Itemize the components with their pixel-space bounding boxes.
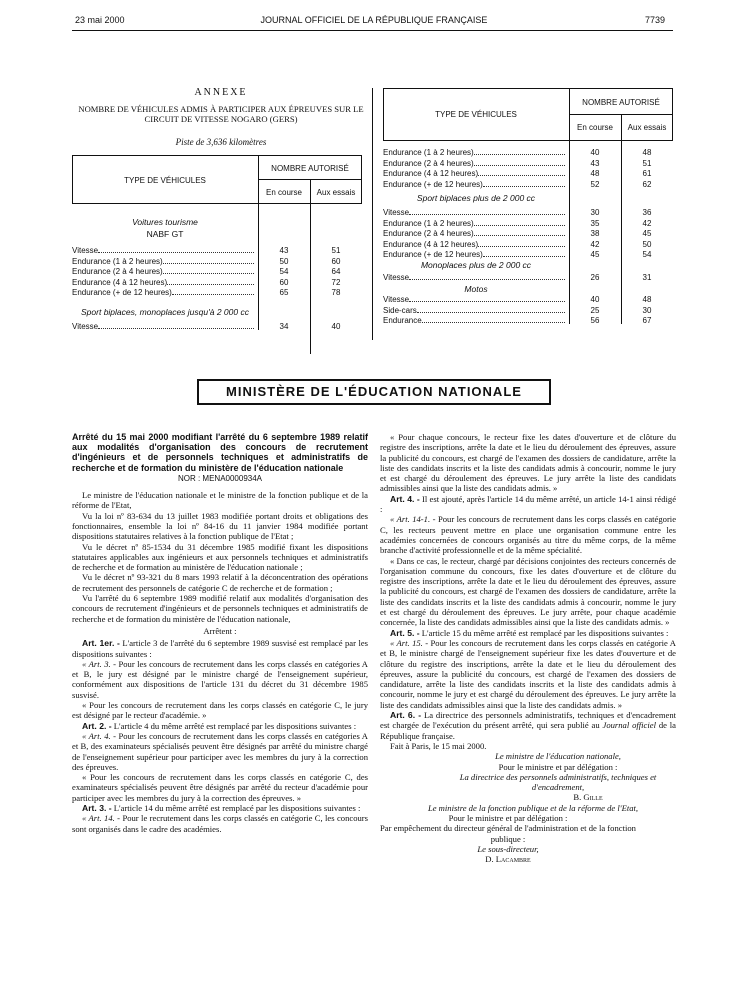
signature-title: Le sous-directeur, <box>477 843 539 854</box>
article-4: Art. 4. - Il est ajouté, après l'article 14 du même arrêté, un article 14-1 ainsi rédigé : <box>380 493 677 515</box>
header-page-number: 7739 <box>645 15 666 25</box>
vehicle-type-cell: Endurance (2 à 4 heures) <box>383 159 567 169</box>
column-divider <box>372 88 373 340</box>
annexe-subtitle: NOMBRE DE VÉHICULES ADMIS À PARTICIPER AUX ÉPREUVES SUR LE CIRCUIT DE VITESSE NOGARO (GERS) <box>78 104 364 124</box>
signature-name: D. Lacambre <box>485 854 531 865</box>
course-count-cell: 52 <box>590 179 600 189</box>
essais-count-cell: 48 <box>642 295 652 304</box>
essais-count-cell: 72 <box>331 277 341 287</box>
vehicle-type-cell: Endurance (4 à 12 heures) <box>383 240 567 250</box>
arrete-title: Arrêté du 15 mai 2000 modifiant l'arrêté du 6 septembre 1989 relatif aux modalités d'organisation des concours de recrutement d'ingénieurs et de personnels techniques et administratifs de recherche et de formation du ministère de l'éducation nationale <box>72 432 368 473</box>
header-rule <box>72 30 673 31</box>
course-count-cell: 65 <box>279 288 289 297</box>
course-count-cell: 43 <box>279 246 289 255</box>
essais-count-cell: 60 <box>331 256 341 266</box>
section-heading: Sport biplaces plus de 2 000 cc <box>416 193 536 203</box>
table-row <box>383 240 673 250</box>
essais-count-cell: 45 <box>642 229 652 238</box>
article-1-quote: « Pour les concours de recrutement dans les corps classés en catégorie C, le jury est désigné par le recteur d'académie. » <box>72 700 368 721</box>
section-heading: NABF GT <box>146 229 184 239</box>
signature-title: Le ministre de l'éducation nationale, <box>495 751 621 762</box>
section-heading: Monoplaces plus de 2 000 cc <box>420 260 532 270</box>
table-row <box>383 229 673 239</box>
article-5: Art. 5. - L'article 15 du même arrêté est remplacé par les dispositions suivantes : <box>390 627 669 638</box>
annexe-title: ANNEXE <box>194 87 248 98</box>
essais-count-cell: 78 <box>331 288 341 297</box>
vehicle-type-cell: Side-cars <box>383 306 567 316</box>
table-row <box>383 148 673 158</box>
table-row <box>72 257 362 267</box>
paragraph: Vu l'arrêté du 6 septembre 1989 modifié relatif aux modalités d'organisation des concours de recrutement d'ingénieurs et de personnels techniques et administratifs de recherche et de formation du ministère de l'éducation nationale, <box>72 593 368 624</box>
section-heading: Motos <box>464 284 488 294</box>
vehicle-type-cell: Endurance (+ de 12 heures) <box>383 180 567 190</box>
paragraph: Vu la loi nº 83-634 du 13 juillet 1983 modifiée portant droits et obligations des fonctionnaires, ensemble la loi nº 84-16 du 11 janvier 1984 modifiée portant dispositions statutaires relatives à la fonction publique de l'Etat ; <box>72 510 368 542</box>
table-row <box>383 250 673 260</box>
vehicle-type-cell: Endurance (1 à 2 heures) <box>383 148 567 158</box>
article-1-quote: « Art. 3. - Pour les concours de recrutement dans les corps classés en catégories A et B, le jury est désigné par le ministre chargé de l'enseignement supérieur, conformément aux dispositions de l'article 131 du décret du 31 décembre 1985 susvisé. <box>72 658 368 700</box>
vehicle-type-cell: Endurance (2 à 4 heures) <box>72 267 256 277</box>
vehicle-type-cell: Vitesse <box>383 208 567 218</box>
course-count-cell: 43 <box>590 158 600 168</box>
essais-count-cell: 48 <box>642 148 652 157</box>
essais-count-cell: 36 <box>642 208 652 217</box>
vehicle-type-cell: Vitesse <box>72 322 256 332</box>
col-type-header: TYPE DE VÉHICULES <box>124 176 206 185</box>
essais-count-cell: 31 <box>642 273 652 282</box>
col-course-header: En course <box>576 123 614 132</box>
signature-title: La directrice des personnels administratifs, techniques et d'encadrement, <box>459 771 657 793</box>
course-count-cell: 38 <box>590 229 600 238</box>
course-count-cell: 45 <box>590 250 600 259</box>
left-text-column <box>72 432 368 834</box>
col-type-header: TYPE DE VÉHICULES <box>435 110 517 119</box>
article-4-quote: « Dans ce cas, le recteur, chargé par décisions conjointes des recteurs concernés de l'organisation commune du concours, fixe les dates d'ouverture et de clôture du registre des inscriptions, arrête la date et le lieu du déroulement des épreuves, assure la publicité du concours, est chargé de l'examen des dossiers de candidature, arrête la liste des candidats inscrits et la liste des candidats admis à concourir, nomme le jury et est chargé du déroulement des épreuves. Le jury arrête, pour chaque académie concernée, la liste des candidats admissibles ainsi que la liste des candidats admis. » <box>380 555 676 628</box>
ministry-banner: MINISTÈRE DE L'ÉDUCATION NATIONALE <box>197 379 551 405</box>
course-count-cell: 48 <box>590 169 600 178</box>
article-6: Art. 6. - La directrice des personnels administratifs, techniques et d'encadrement est chargée de l'exécution du présent arrêté, qui sera publié au Journal officiel de la République française. <box>380 710 676 741</box>
course-count-cell: 60 <box>279 277 289 287</box>
signature-title: Le ministre de la fonction publique et de la réforme de l'Etat, <box>427 802 639 813</box>
essais-count-cell: 51 <box>642 158 652 168</box>
left-vehicle-table <box>72 155 370 340</box>
paragraph: « Pour chaque concours, le recteur fixe les dates d'ouverture et de clôture du registre des inscriptions, arrête la date et le lieu du déroulement des épreuves, assure la publicité du concours, est chargé de l'examen des dossiers de candidature, arrête la liste des candidats inscrits et la liste des candidats admis à concourir, nomme le jury et est chargé du déroulement des épreuves. Le jury arrête la liste des candidats admissibles ainsi que la liste des candidats admis. » <box>380 432 676 494</box>
table-row <box>383 219 673 229</box>
course-count-cell: 25 <box>590 305 600 315</box>
header-journal: JOURNAL OFFICIEL DE LA RÉPUBLIQUE FRANÇAISE <box>260 15 488 25</box>
essais-count-cell: 61 <box>642 169 652 178</box>
course-count-cell: 40 <box>590 148 600 157</box>
arretent-label: Arrêtent : <box>203 625 237 636</box>
course-count-cell: 42 <box>590 239 600 249</box>
signature-name: B. Gille <box>573 792 603 803</box>
course-count-cell: 50 <box>279 256 289 266</box>
right-text-column <box>380 432 676 864</box>
table-row <box>383 295 673 305</box>
signature-delegation: Par empêchement du directeur général de l'administration et de la fonction publique : <box>380 823 636 844</box>
article-2-quote: « Pour les concours de recrutement dans les corps classés en catégorie C, des examinateurs spécialisés peuvent être désignés par arrêté du recteur d'académie pour participer avec les membres du jury à la correction des épreuves. » <box>72 772 368 803</box>
fait-line: Fait à Paris, le 15 mai 2000. <box>390 740 487 751</box>
article-1: Art. 1er. - L'article 3 de l'arrêté du 6 septembre 1989 susvisé est remplacé par les dispositions suivantes : <box>72 638 368 659</box>
vehicle-type-cell: Endurance (4 à 12 heures) <box>72 278 256 288</box>
table-row <box>383 208 673 218</box>
essais-count-cell: 54 <box>642 250 652 259</box>
article-5-quote: « Art. 15. - Pour les concours de recrutement dans les corps classés en catégorie A et B, le ministre chargé de l'enseignement supérieur fixe les dates d'ouverture et de clôture du registre des inscriptions, arrête la date et le lieu du déroulement des épreuves, assure la publicité du concours, est chargé de l'examen des dossiers de candidature, arrête la liste des candidats inscrits et la liste des candidats admis à concourir, nomme le jury et est chargé du déroulement des épreuves. Le jury arrête la liste des candidats admissibles ainsi que la liste des candidats admis. » <box>380 637 676 710</box>
signature-delegation: Pour le ministre et par délégation : <box>448 812 568 823</box>
vehicle-type-cell: Endurance (1 à 2 heures) <box>72 257 256 267</box>
vehicle-type-cell: Endurance (+ de 12 heures) <box>383 250 567 260</box>
header-date: 23 mai 2000 <box>75 15 125 25</box>
essais-count-cell: 64 <box>331 267 341 276</box>
table-row <box>383 306 673 316</box>
essais-count-cell: 30 <box>642 305 652 315</box>
table-row <box>383 169 673 179</box>
table-row <box>72 288 362 298</box>
vehicle-type-cell: Endurance (2 à 4 heures) <box>383 229 567 239</box>
table-row <box>72 246 362 256</box>
nor-reference: NOR : MENA0000934A <box>177 473 263 483</box>
table-row <box>72 267 362 277</box>
paragraph: Le ministre de l'éducation nationale et le ministre de la fonction publique et de la réforme de l'Etat, <box>72 490 368 511</box>
essais-count-cell: 40 <box>331 322 341 331</box>
article-3: Art. 3. - L'article 14 du même arrêté est remplacé par les dispositions suivantes : <box>82 803 361 814</box>
paragraph: Vu le décret nº 93-321 du 8 mars 1993 relatif à la déconcentration des opérations de recrutement des personnels de catégorie C de recherche et de formation ; <box>72 572 368 593</box>
signature-delegation: Pour le ministre et par délégation : <box>498 761 618 772</box>
course-count-cell: 40 <box>590 295 600 304</box>
table-row <box>383 159 673 169</box>
vehicle-type-cell: Endurance (+ de 12 heures) <box>72 288 256 298</box>
col-essais-header: Aux essais <box>627 123 667 132</box>
essais-count-cell: 50 <box>642 239 652 249</box>
table-row <box>383 273 673 283</box>
course-count-cell: 34 <box>279 322 289 331</box>
vehicle-type-cell: Vitesse <box>72 246 256 256</box>
table-row <box>383 316 673 326</box>
article-2-quote: « Art. 4. - Pour les concours de recrutement dans les corps classés en catégories A et B, des examinateurs spécialisés peuvent être désignés par arrêté du ministre chargé de l'enseignement supérieur pour participer avec les membres du jury à la correction des épreuves. <box>72 730 368 772</box>
vehicle-type-cell: Vitesse <box>383 295 567 305</box>
table-row <box>72 278 362 288</box>
vehicle-type-cell: Endurance (1 à 2 heures) <box>383 219 567 229</box>
col-nombre-header: NOMBRE AUTORISÉ <box>271 164 349 173</box>
table-row <box>383 180 673 190</box>
article-2: Art. 2. - L'article 4 du même arrêté est remplacé par les dispositions suivantes : <box>82 720 357 731</box>
paragraph: Vu le décret nº 85-1534 du 31 décembre 1985 modifié fixant les dispositions statutaires applicables aux ingénieurs et aux personnels techniques et administratifs de recherche et de formation au ministère de l'éducation nationale ; <box>72 541 368 573</box>
col-course-header: En course <box>265 188 303 197</box>
course-count-cell: 26 <box>590 273 600 282</box>
col-essais-header: Aux essais <box>316 188 356 197</box>
article-3-quote: « Art. 14. - Pour le recrutement dans les corps classés en catégorie C, les concours sont organisés dans le cadre des académies. <box>72 813 368 834</box>
section-heading: Sport biplaces, monoplaces jusqu'à 2 000 cc <box>81 307 249 317</box>
section-heading: Voitures tourisme <box>132 217 198 227</box>
essais-count-cell: 62 <box>642 179 652 189</box>
course-count-cell: 56 <box>590 316 600 325</box>
vehicle-type-cell: Endurance <box>383 316 567 326</box>
essais-count-cell: 42 <box>642 218 652 228</box>
vehicle-type-cell: Endurance (4 à 12 heures) <box>383 169 567 179</box>
essais-count-cell: 67 <box>642 316 652 325</box>
annexe-piste: Piste de 3,636 kilomètres <box>175 137 267 147</box>
table-row <box>72 322 362 332</box>
right-vehicle-table <box>383 88 673 328</box>
article-4-quote: « Art. 14-1. - Pour les concours de recrutement dans les corps classés en catégorie C, les recteurs peuvent mettre en place une organisation commune entre les académies concernées de concours organisés au titre du même corps, de la même branche d'activité professionnelle et de la même spécialité. <box>380 514 677 556</box>
course-count-cell: 35 <box>590 218 600 228</box>
essais-count-cell: 51 <box>331 246 341 255</box>
course-count-cell: 54 <box>279 267 289 276</box>
vehicle-type-cell: Vitesse <box>383 273 567 283</box>
col-nombre-header: NOMBRE AUTORISÉ <box>582 98 660 107</box>
course-count-cell: 30 <box>590 208 600 217</box>
